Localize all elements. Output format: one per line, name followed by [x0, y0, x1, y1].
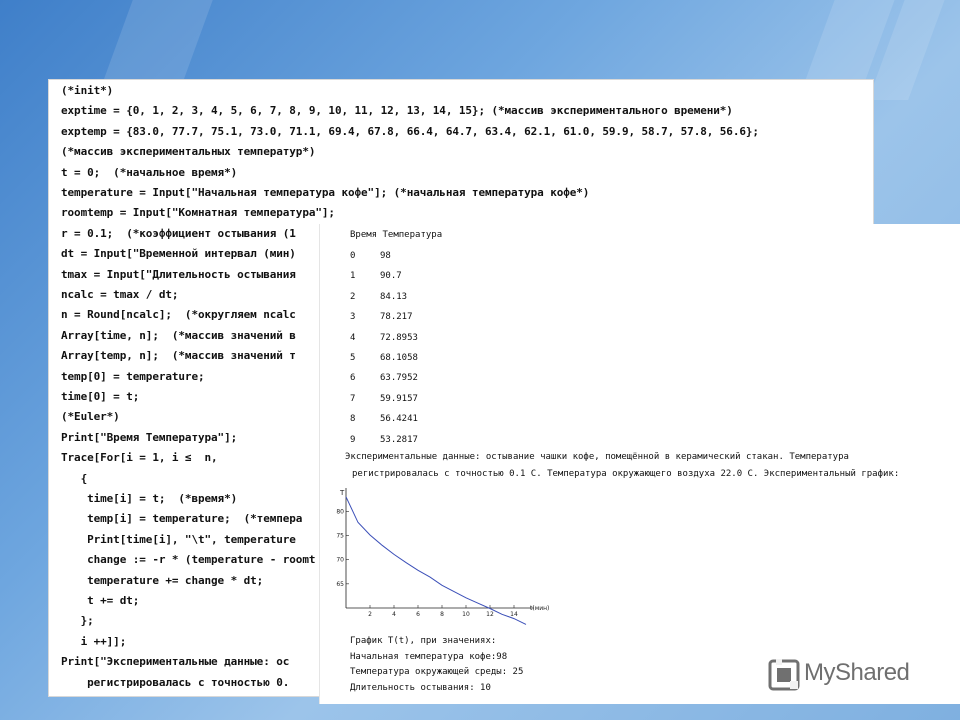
output-temp-cell: 59.9157 [380, 393, 418, 404]
watermark [766, 655, 926, 695]
output-temp-cell: 78.217 [380, 312, 413, 323]
summary-line: Длительность остывания: 10 [350, 682, 491, 693]
code-line: (*массив экспериментальных температур*) [61, 145, 316, 159]
code-line: регистрировалась с точностью 0. [61, 675, 290, 689]
code-line: Trace[For[i = 1, i ≤ n, [61, 451, 218, 465]
code-line: t += dt; [61, 594, 140, 607]
summary-line: Температура окружающей среды: 25 [350, 667, 524, 677]
output-time-cell: 0 [350, 251, 356, 261]
code-line: temperature = Input["Начальная температура кофе"]; (*начальная температура кофе*) [61, 186, 590, 199]
output-temp-cell: 98 [380, 251, 391, 261]
output-time-cell: 9 [350, 434, 356, 445]
output-time-cell: 3 [350, 312, 356, 323]
output-time-cell: 7 [350, 393, 356, 404]
code-line: i ++]]; [61, 634, 127, 648]
output-temp-cell: 84.13 [380, 291, 408, 302]
summary-line: Начальная температура кофе:98 [350, 651, 508, 662]
background-stripe [100, 0, 220, 90]
summary-line: График T(t), при значениях: [350, 636, 497, 646]
output-panel [320, 224, 960, 704]
code-line: r = 0.1; (*коэффициент остывания (1 [61, 226, 296, 240]
output-time-cell: 1 [350, 271, 356, 282]
code-line: Print[time[i], "\t", temperature [61, 532, 296, 546]
y-tick-label: 65 [336, 580, 344, 588]
code-line: tmax = Input["Длительность остывания [61, 267, 296, 281]
code-line: roomtemp = Input["Комнатная температура"]; [61, 206, 335, 220]
experiment-description-line1: Экспериментальные данные: остывание чашки кофе, помещённой в керамический стакан. Температура [345, 452, 849, 462]
code-line: { [61, 471, 88, 485]
code-line: n = Round[ncalc]; (*округляем ncalc [61, 308, 296, 322]
code-line: Array[time, n]; (*массив значений в [61, 328, 296, 342]
y-axis-label: T [340, 489, 345, 497]
code-line: change := -r * (temperature - roomt [61, 553, 316, 567]
output-time-cell: 4 [350, 332, 356, 343]
output-temp-cell: 68.1058 [380, 353, 418, 363]
x-tick-label: 14 [510, 611, 518, 618]
output-temp-cell: 63.7952 [380, 373, 418, 384]
temperature-plot [332, 486, 550, 626]
code-line: }; [61, 614, 94, 628]
code-line: time[i] = t; (*время*) [61, 492, 238, 505]
output-time-cell: 5 [350, 353, 356, 363]
temperature-curve [346, 497, 526, 625]
code-line: temp[0] = temperature; [61, 369, 205, 383]
code-line: Print["Время Температура"]; [61, 430, 238, 444]
y-tick-label: 70 [336, 556, 344, 564]
output-temp-cell: 56.4241 [380, 414, 418, 425]
myshared-logo-icon [768, 659, 802, 693]
output-time-cell: 8 [350, 414, 356, 425]
x-tick-label: 2 [368, 611, 372, 618]
output-temp-cell: 53.2817 [380, 434, 418, 445]
code-line: exptime = {0, 1, 2, 3, 4, 5, 6, 7, 8, 9, 10, 11, 12, 13, 14, 15}; (*массив экспериментального времени*) [61, 104, 733, 118]
output-header: Время Температура [350, 230, 443, 240]
x-tick-label: 6 [416, 611, 420, 618]
code-line: temp[i] = temperature; (*темпера [61, 512, 303, 526]
output-time-cell: 2 [350, 291, 356, 302]
code-line: t = 0; (*начальное время*) [61, 165, 238, 179]
code-line: Print["Экспериментальные данные: ос [61, 655, 290, 669]
x-tick-label: 10 [462, 611, 470, 618]
code-line: time[0] = t; [61, 390, 140, 403]
x-axis-label: t(мин) [530, 605, 550, 612]
code-line: (*Euler*) [61, 410, 120, 424]
y-tick-label: 75 [336, 532, 344, 540]
x-tick-label: 8 [440, 611, 444, 618]
code-line: (*init*) [61, 84, 114, 97]
y-tick-label: 80 [336, 508, 344, 516]
output-time-cell: 6 [350, 373, 356, 384]
code-line: Array[temp, n]; (*массив значений т [61, 349, 296, 363]
watermark-text: MyShared [804, 659, 910, 686]
code-line: exptemp = {83.0, 77.7, 75.1, 73.0, 71.1, 69.4, 67.8, 66.4, 64.7, 63.4, 62.1, 61.0, 59.9, 58.7, 57.8, 56.6}; [61, 124, 759, 138]
output-temp-cell: 72.8953 [380, 332, 418, 343]
experiment-description-line2: регистрировалась с точностью 0.1 С. Температура окружающего воздуха 22.0 С. Экспериментальный график: [352, 469, 900, 479]
x-tick-label: 4 [392, 611, 396, 618]
code-line: ncalc = tmax / dt; [61, 288, 179, 301]
code-line: temperature += change * dt; [61, 573, 264, 587]
output-temp-cell: 90.7 [380, 271, 402, 282]
code-line: dt = Input["Временной интервал (мин) [61, 247, 296, 261]
x-tick-label: 12 [486, 611, 494, 618]
